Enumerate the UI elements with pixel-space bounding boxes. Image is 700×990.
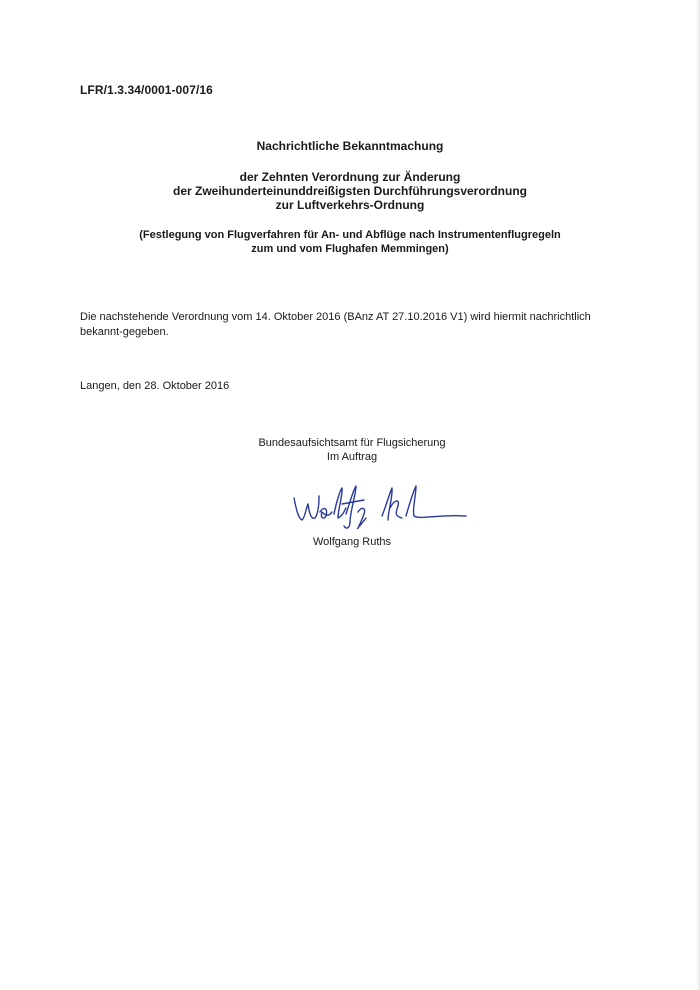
handwritten-signature [290, 482, 470, 532]
reference-number: LFR/1.3.34/0001-007/16 [80, 83, 213, 97]
document-title: Nachrichtliche Bekanntmachung [256, 139, 444, 153]
place-and-date: Langen, den 28. Oktober 2016 [80, 380, 230, 392]
subtitle-line-3: zur Luftverkehrs-Ordnung [275, 198, 425, 212]
authority-name: Bundesaufsichtsamt für Flugsicherung [258, 437, 446, 449]
parenthetical-line-2: zum und vom Flughafen Memmingen) [251, 243, 449, 255]
subtitle-line-1: der Zehnten Verordnung zur Änderung [239, 170, 461, 184]
body-paragraph: Die nachstehende Verordnung vom 14. Oktober 2016 (BAnz AT 27.10.2016 V1) wird hiermit nachrichtlich bekannt-gegeben. [80, 311, 591, 338]
subtitle-line-2: der Zweihunderteinunddreißigsten Durchführungsverordnung [172, 184, 527, 198]
signer-name: Wolfgang Ruths [312, 536, 392, 548]
parenthetical-line-1: (Festlegung von Flugverfahren für An- und Abflüge nach Instrumentenflugregeln [139, 229, 561, 241]
on-behalf-label: Im Auftrag [326, 451, 378, 463]
